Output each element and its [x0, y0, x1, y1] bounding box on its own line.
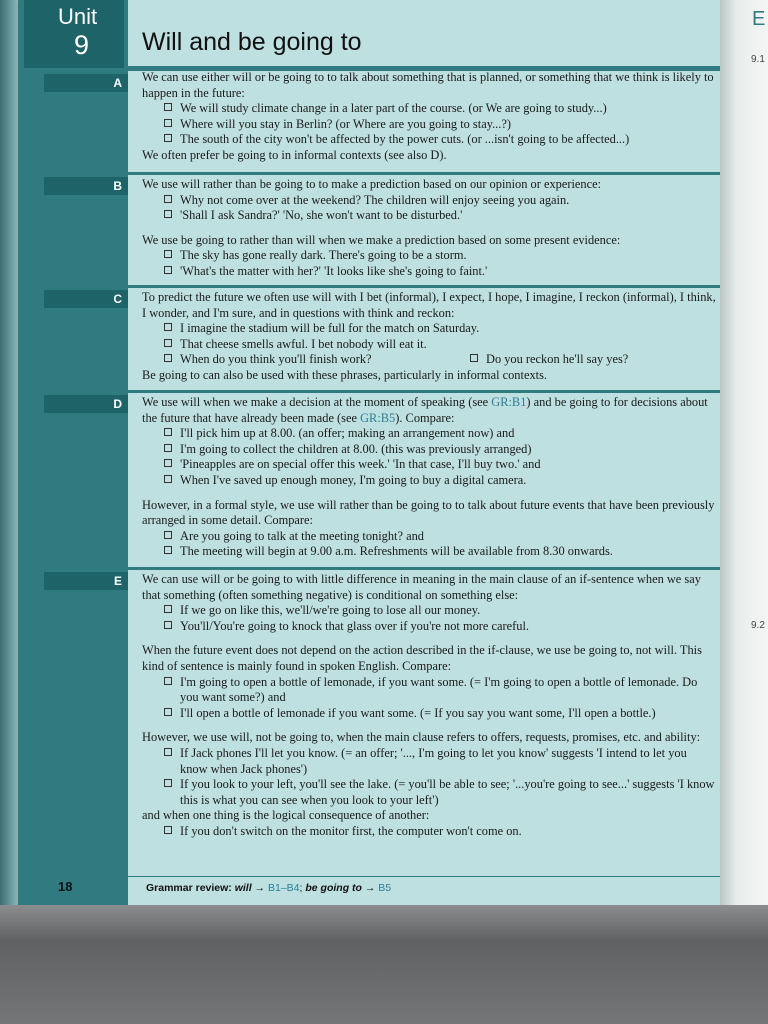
bullet-box-icon	[164, 444, 172, 452]
example-item: 'What's the matter with her?' 'It looks like she's going to faint.'	[142, 264, 716, 280]
section-text: We can use either will or be going to to talk about something that is planned, or something that we think is likely to happen in the future:	[142, 70, 714, 100]
book-binding	[0, 0, 20, 905]
bullet-box-icon	[164, 475, 172, 483]
example-item: Where will you stay in Berlin? (or Where are you going to stay...?)	[142, 117, 716, 133]
section-text: However, we use will, not be going to, when the main clause refers to offers, requests, promises, etc. and ability:	[142, 730, 701, 745]
textbook-page	[18, 0, 720, 912]
bullet-box-icon	[164, 605, 172, 613]
section-tab-e: E	[44, 572, 128, 590]
example-item: We will study climate change in a later part of the course. (or We are going to study...)	[142, 101, 716, 117]
section-tab-a: A	[44, 74, 128, 92]
example-item: The sky has gone really dark. There's going to be a storm.	[142, 248, 716, 264]
bullet-box-icon	[164, 266, 172, 274]
section-text: We use be going to rather than will when we make a prediction based on some present evidence:	[142, 232, 621, 247]
bullet-box-icon	[164, 459, 172, 467]
bullet-box-icon	[164, 748, 172, 756]
example-item: That cheese smells awful. I bet nobody will eat it.	[142, 337, 716, 353]
exercise-number: 9.1	[751, 54, 765, 65]
page-title: Will and be going to	[142, 28, 362, 56]
grammar-reference-link[interactable]: B5	[378, 882, 392, 894]
bullet-box-icon	[164, 531, 172, 539]
facing-page-edge	[720, 0, 768, 912]
example-item: I'll pick him up at 8.00. (an offer; making an arrangement now) and	[142, 426, 716, 442]
exercise-number: 9.2	[751, 620, 765, 631]
example-item: You'll/You're going to knock that glass over if you're not more careful.	[142, 619, 716, 635]
page-number: 18	[58, 879, 73, 894]
unit-number: 9	[74, 30, 90, 60]
footer-divider	[128, 876, 720, 877]
section-divider	[128, 172, 720, 175]
grammar-reference-link[interactable]: GR:B5	[360, 410, 396, 425]
example-item: Are you going to talk at the meeting tonight? and	[142, 529, 716, 545]
bullet-box-icon	[164, 210, 172, 218]
example-item: I imagine the stadium will be full for the match on Saturday.	[142, 321, 716, 337]
example-pair: When do you think you'll finish work? Do you reckon he'll say yes?	[142, 352, 716, 368]
section-text: We use will rather than be going to to make a prediction based on our opinion or experience:	[142, 177, 602, 191]
example-item: 'Shall I ask Sandra?' 'No, she won't want to be disturbed.'	[142, 208, 716, 224]
section-c	[142, 290, 716, 384]
example-item: If you look to your left, you'll see the lake. (= you'll be able to see; '...you're going to see...' suggests 'I know this is what you can see when you look to your left')	[142, 777, 716, 808]
grammar-review: Grammar review: will → B1–B4; be going to → B5	[146, 882, 392, 894]
section-d	[142, 395, 716, 560]
section-tab-c: C	[44, 290, 128, 308]
section-text: and when one thing is the logical consequence of another:	[142, 808, 430, 823]
section-text: We use will when we make a decision at the moment of speaking (see GR:B1) and be going to for decisions about the future that have already been made (see GR:B5). Compare:	[142, 395, 708, 425]
section-text: Be going to can also be used with these phrases, particularly in informal contexts.	[142, 367, 548, 382]
section-tab-d: D	[44, 395, 128, 413]
margin-column	[18, 0, 128, 912]
section-text: We often prefer be going to in informal contexts (see also D).	[142, 147, 447, 162]
section-a	[142, 70, 716, 164]
example-item: I'm going to open a bottle of lemonade, if you want some. (= I'm going to open a bottle of lemonade. Do you want some?) and	[142, 675, 716, 706]
grammar-reference-link[interactable]: GR:B1	[491, 395, 527, 409]
section-e	[142, 572, 716, 840]
example-item: 'Pineapples are on special offer this week.' 'In that case, I'll buy two.' and	[142, 457, 716, 473]
bullet-box-icon	[164, 103, 172, 111]
unit-badge	[24, 0, 124, 68]
bullet-box-icon	[164, 339, 172, 347]
bullet-box-icon	[164, 354, 172, 362]
grammar-reference-link[interactable]: B1–B4	[267, 882, 300, 894]
bullet-box-icon	[164, 779, 172, 787]
bullet-box-icon	[164, 428, 172, 436]
example-item: If you don't switch on the monitor first, the computer won't come on.	[142, 824, 716, 840]
facing-page-heading: E	[752, 8, 766, 30]
bullet-box-icon	[164, 708, 172, 716]
bullet-box-icon	[164, 134, 172, 142]
scan-background	[0, 905, 768, 1024]
section-text: We can use will or be going to with little difference in meaning in the main clause of an if-sentence when we say that something (often something negative) is conditional on something else:	[142, 572, 701, 602]
example-item: When I've saved up enough money, I'm going to buy a digital camera.	[142, 473, 716, 489]
section-divider	[128, 285, 720, 288]
example-item: I'm going to collect the children at 8.00. (this was previously arranged)	[142, 442, 716, 458]
example-item: If we go on like this, we'll/we're going to lose all our money.	[142, 603, 716, 619]
unit-label: Unit	[58, 4, 98, 29]
section-text: However, in a formal style, we use will rather than be going to to talk about future events that have been previously arranged in some detail. Compare:	[142, 497, 715, 528]
bullet-box-icon	[164, 826, 172, 834]
bullet-box-icon	[164, 677, 172, 685]
example-item: Why not come over at the weekend? The children will enjoy seeing you again.	[142, 193, 716, 209]
bullet-box-icon	[164, 250, 172, 258]
bullet-box-icon	[470, 354, 478, 362]
bullet-box-icon	[164, 119, 172, 127]
example-item: If Jack phones I'll let you know. (= an offer; '..., I'm going to let you know' suggests 'I intend to let you know when Jack phones')	[142, 746, 716, 777]
bullet-box-icon	[164, 195, 172, 203]
bullet-box-icon	[164, 621, 172, 629]
bullet-box-icon	[164, 546, 172, 554]
section-text: When the future event does not depend on the action described in the if-clause, we use be going to, not will. This kind of sentence is mainly found in spoken English. Compare:	[142, 643, 702, 673]
example-item: I'll open a bottle of lemonade if you want some. (= If you say you want some, I'll open a bottle.)	[142, 706, 716, 722]
section-tab-b: B	[44, 177, 128, 195]
section-text: To predict the future we often use will with I bet (informal), I expect, I hope, I imagine, I reckon (informal), I think, I wonder, and I'm sure, and in questions with think and reckon:	[142, 290, 716, 320]
example-item: The south of the city won't be affected by the power cuts. (or ...isn't going to be affected...)	[142, 132, 716, 148]
section-b	[142, 177, 716, 280]
section-divider	[128, 390, 720, 393]
bullet-box-icon	[164, 323, 172, 331]
section-divider	[128, 567, 720, 570]
example-item: The meeting will begin at 9.00 a.m. Refreshments will be available from 8.30 onwards.	[142, 544, 716, 560]
